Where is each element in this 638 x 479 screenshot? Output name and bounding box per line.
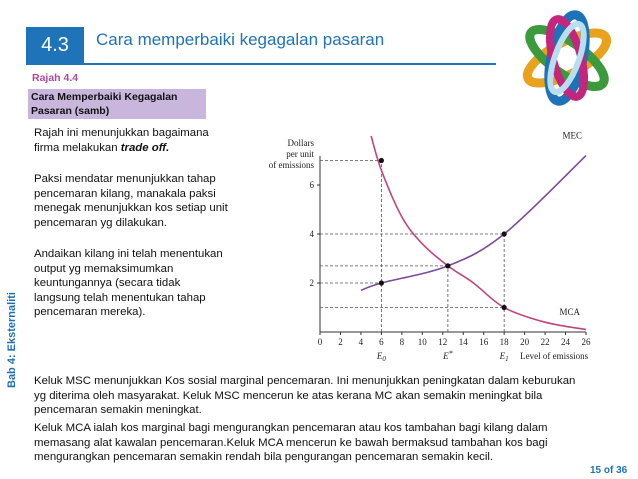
x-tick-label: 24 [561,337,571,347]
figure-caption-line: Pasaran (samb) [31,105,110,117]
data-point [379,158,384,163]
series-line-mec [361,156,586,291]
text-line: pencemaran mereka). [34,306,146,318]
text-line: output yg memaksimumkan [34,262,174,275]
page-title: Cara memperbaiki kegagalan pasaran [96,30,385,49]
paragraph-assumption [34,247,254,320]
chapter-label-text: Bab 4: Eksternaliti [6,292,18,388]
data-point [502,305,507,310]
text-line [34,141,254,156]
x-annotation-label: E* [443,349,453,361]
x-tick-label: 22 [540,337,550,347]
text-line: pencemaran yg dilakukan. [34,216,167,229]
x-tick-label: 0 [317,337,323,347]
text-line: Paksi mendatar menunjukkan tahap [34,173,216,185]
x-tick-label: 16 [479,337,489,347]
text-line: memasang alat kawalan pencemaran.Keluk MCA mencerun ke bawah bermaksud tambahan kos bagi [34,436,548,449]
text-line: keuntungannya (secara tidak [34,277,181,289]
paragraph-intro [34,126,254,155]
paragraph-axes [34,172,254,230]
x-tick-label: 10 [417,337,427,347]
sidebar-chapter-label [2,254,22,434]
series-line-mca [371,136,586,330]
title-divider [26,63,496,65]
interlocking-rings-logo-icon [506,6,628,110]
x-tick-label: 4 [358,337,364,347]
x-tick-label: 18 [499,337,509,347]
y-axis-label: of emissions [268,160,314,170]
y-tick-label: 4 [309,229,314,239]
paragraph-mca [34,421,594,465]
x-tick-label: 6 [379,337,384,347]
text-line: Rajah ini menunjukkan bagaimana [34,127,209,139]
x-annotation-label: $E_0$ [376,351,386,363]
text-line: Andaikan kilang ini telah menentukan [34,248,223,260]
text-line: menegak menunjukkan kos setiap unit [34,202,228,214]
x-axis-label: Level of emissions [520,351,589,361]
text-line: Keluk MCA ialah kos marginal bagi mengurangkan pencemaran atau kos tambahan bagi kilang dalam [34,422,548,434]
data-point [379,280,384,285]
section-badge: 4.3 [26,27,84,63]
x-annotation-label: $E_1$ [499,351,509,363]
page-number: 15 of 36 [590,465,628,476]
text-line: pencemaran kilang, manakala paksi [34,187,216,200]
data-point [502,231,507,236]
text-fragment: firma melakukan [34,141,121,154]
x-tick-label: 12 [438,337,448,347]
y-axis-label: per unit [286,149,314,159]
text-line: langsung telah menentukan tahap [34,291,206,304]
figure-caption-line: Cara Memperbaiki Kegagalan [31,91,178,103]
x-tick-label: 2 [338,337,343,347]
y-axis-label: Dollars [287,138,314,148]
text-line: yg diterima oleh masyarakat. Keluk MSC mencerun ke atas kerana MC akan semakin meningkat bila [34,389,543,402]
series-label-mca: MCA [559,306,580,317]
series-label-mec: MEC [562,130,582,141]
y-tick-label: 6 [309,180,314,190]
text-line: Keluk MSC menunjukkan Kos sosial marginal pencemaran. Ini menunjukkan peningkatan dalam keburukan [34,375,576,387]
emissions-chart [252,128,602,366]
text-line: pencemaran semakin meningkat. [34,404,202,416]
data-point [445,263,450,268]
figure-label: Rajah 4.4 [32,72,79,84]
y-tick-label: 2 [309,278,314,288]
paragraph-msc [34,374,594,418]
x-tick-label: 14 [458,337,468,347]
text-line: mengurangkan pencemaran semakin rendah bila pengurangan pencemaran semakin kecil. [34,451,494,463]
x-tick-label: 8 [399,337,405,347]
figure-caption-box [28,89,206,119]
x-tick-label: 20 [520,337,530,347]
emphasis-text: trade off. [120,141,170,154]
x-tick-label: 26 [581,337,591,347]
